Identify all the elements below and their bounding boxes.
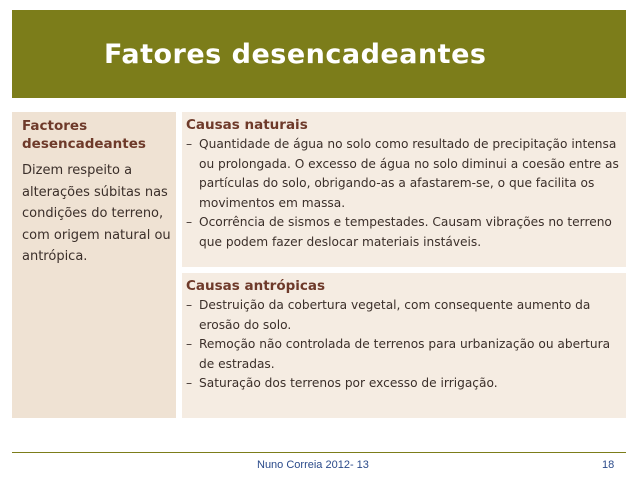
causas-naturais-box <box>186 116 622 252</box>
causas-naturais-list <box>186 135 622 252</box>
dash-marker: – <box>186 337 193 351</box>
textbook-scan <box>12 112 626 418</box>
section-divider <box>182 267 626 273</box>
causas-antropicas-heading: Causas antrópicas <box>186 278 326 294</box>
causas-naturais-heading: Causas naturais <box>186 117 308 133</box>
definition-column <box>12 112 176 418</box>
causas-antropicas-box <box>186 277 622 394</box>
list-item <box>186 335 622 374</box>
footer-author: Nuno Correia 2012- 13 <box>257 459 369 471</box>
term-heading-line-2: desencadeantes <box>22 136 146 152</box>
dash-marker: – <box>186 298 193 312</box>
causas-antropicas-list <box>186 296 622 394</box>
term-definition <box>22 160 171 268</box>
dash-marker: – <box>186 137 193 151</box>
list-item <box>186 296 622 335</box>
definition-line-5: antrópica. <box>22 249 88 264</box>
definition-line-2: alterações súbitas nas <box>22 184 168 200</box>
definition-line-1: Dizem respeito a <box>22 163 133 178</box>
slide-title: Fatores desencadeantes <box>104 39 487 70</box>
list-item-text: Saturação dos terrenos por excesso de irrigação. <box>199 376 498 390</box>
term-heading <box>22 117 146 153</box>
list-item <box>186 135 622 213</box>
list-item-text: Quantidade de água no solo como resultado de precipitação intensa ou prolongada. O excesso de água no solo diminui a coesão entre as partículas do solo, obrigando-as a afastarem-se, o que facilita os movimentos em massa. <box>199 137 619 210</box>
dash-marker: – <box>186 376 193 390</box>
list-item <box>186 213 622 252</box>
list-item-text: Ocorrência de sismos e tempestades. Causam vibrações no terreno que podem fazer deslocar materiais instáveis. <box>199 215 612 249</box>
footer-divider <box>12 452 626 453</box>
list-item-text: Destruição da cobertura vegetal, com consequente aumento da erosão do solo. <box>199 298 591 332</box>
list-item-text: Remoção não controlada de terrenos para urbanização ou abertura de estradas. <box>199 337 611 371</box>
definition-line-4: com origem natural ou <box>22 227 171 243</box>
definition-line-3: condições do terreno, <box>22 206 164 221</box>
column-divider <box>176 112 182 418</box>
title-bar <box>12 10 626 98</box>
dash-marker: – <box>186 215 193 229</box>
list-item <box>186 374 622 394</box>
slide-number: 18 <box>602 459 615 471</box>
term-heading-line-1: Factores <box>22 118 88 134</box>
